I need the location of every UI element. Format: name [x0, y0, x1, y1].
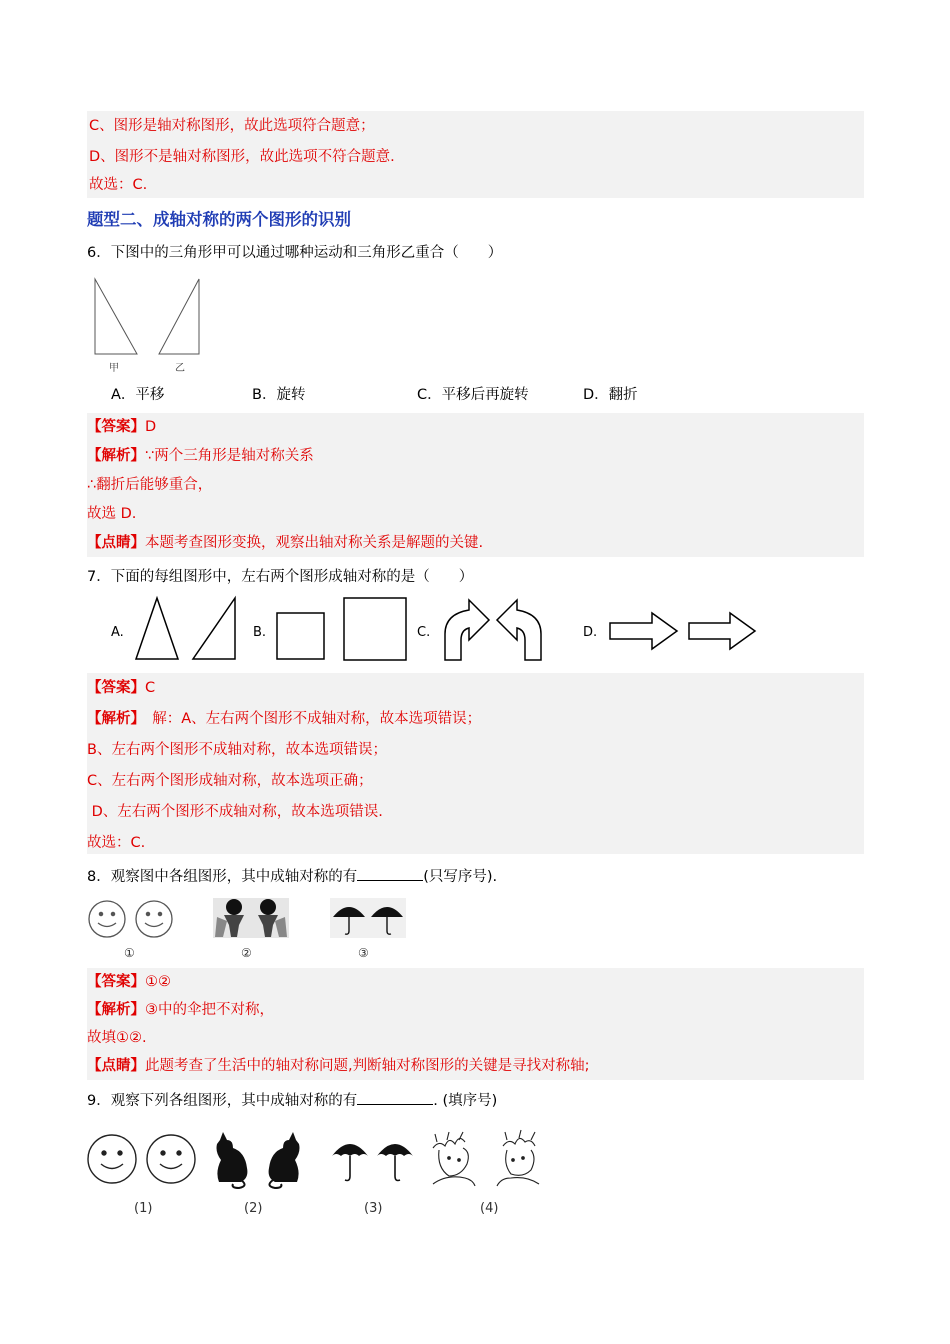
q9-label-2: (2) [244, 1201, 263, 1216]
solution-line: D、图形不是轴对称图形，故此选项不符合题意. [89, 149, 395, 165]
q9-label-3: (3) [364, 1201, 383, 1216]
solution-block-q8 [87, 968, 864, 1080]
q9-stem-text: 9．观察下列各组图形，其中成轴对称的有 [87, 1093, 358, 1109]
cat-pair-icon [217, 1132, 300, 1188]
small-square-shape [277, 613, 324, 659]
q7-option-d-label[interactable]: D. [583, 625, 598, 640]
person-pair-icon [213, 898, 289, 938]
q7-options-figure [87, 592, 767, 666]
q7-option-c-label[interactable]: C. [417, 625, 431, 640]
question-9-stem [87, 1086, 497, 1116]
solution-line: 故选：C. [87, 835, 146, 851]
analysis-text: ③中的伞把不对称， [145, 1002, 274, 1018]
q8-stem-suffix: (只写序号). [423, 869, 498, 885]
comment-tag: 【点睛】 [87, 1058, 145, 1074]
comment-text: 此题考查了生活中的轴对称问题,判断轴对称图形的关键是寻找对称轴; [145, 1058, 590, 1074]
curved-arrow-right-shape [445, 600, 489, 660]
q8-answer-blank[interactable] [357, 866, 423, 881]
solution-block-q5 [87, 111, 864, 198]
smiley-pair-icon [89, 901, 172, 937]
answer-line [87, 413, 864, 442]
answer-tag: 【答案】 [87, 680, 145, 696]
large-square-shape [344, 598, 406, 660]
option-a[interactable]: A．平移 [111, 387, 165, 403]
q8-label-1: ① [124, 946, 135, 960]
answer-value: ①② [145, 974, 171, 990]
hair-face-pair-icon [433, 1130, 539, 1186]
solution-line: C、图形是轴对称图形，故此选项符合题意； [89, 118, 375, 134]
comment-text: 本题考查图形变换，观察出轴对称关系是解题的关键. [145, 535, 484, 551]
tall-triangle-shape [136, 598, 178, 659]
q6-options [111, 380, 638, 410]
q9-label-4: (4) [480, 1201, 499, 1216]
solution-line: C、左右两个图形成轴对称，故本选项正确； [87, 773, 373, 789]
analysis-tag: 【解析】 [87, 448, 145, 464]
right-triangle-shape [193, 598, 235, 659]
answer-line [87, 968, 864, 996]
umbrella-pair-icon [330, 898, 406, 938]
answer-tag: 【答案】 [87, 419, 145, 435]
q8-figures [87, 895, 417, 965]
conclusion-line: 故填①②. [87, 1030, 147, 1046]
conclusion-line: 故选 D. [87, 506, 137, 522]
q7-option-a-label[interactable]: A. [111, 625, 124, 640]
comment-line [87, 1052, 864, 1080]
answer-value: C [145, 680, 156, 696]
block-arrow-shape-2 [689, 613, 755, 649]
solution-block-q6 [87, 413, 864, 557]
umbrella-pair-icon [332, 1144, 413, 1181]
q6-triangles-figure [87, 276, 217, 376]
block-arrow-shape-1 [610, 613, 677, 649]
option-c[interactable]: C．平移后再旋转 [417, 387, 529, 403]
comment-tag: 【点睛】 [87, 535, 145, 551]
q9-label-1: (1) [134, 1201, 153, 1216]
answer-line [87, 673, 864, 704]
solution-line: D、左右两个图形不成轴对称，故本选项错误. [87, 804, 383, 820]
label-jia: 甲 [109, 363, 119, 374]
analysis-line-2: ∴翻折后能够重合， [87, 477, 213, 493]
q8-stem-text: 8．观察图中各组图形，其中成轴对称的有 [87, 869, 358, 885]
triangle-yi [159, 279, 199, 354]
option-b[interactable]: B．旋转 [252, 387, 306, 403]
section-title: 题型二、成轴对称的两个图形的识别 [87, 210, 351, 229]
question-8-stem [87, 862, 497, 892]
question-6-stem: 6．下图中的三角形甲可以通过哪种运动和三角形乙重合（ ） [87, 245, 503, 261]
analysis-line [87, 442, 864, 471]
analysis-text: 解：A、左右两个图形不成轴对称，故本选项错误； [137, 711, 482, 727]
comment-line [87, 529, 864, 558]
solution-block-q7 [87, 673, 864, 854]
label-yi: 乙 [175, 363, 185, 374]
q9-answer-blank[interactable] [357, 1090, 433, 1105]
q9-figures [87, 1128, 557, 1224]
analysis-line [87, 704, 864, 735]
analysis-line [87, 996, 864, 1024]
solution-line: B、左右两个图形不成轴对称，故本选项错误； [87, 742, 387, 758]
analysis-tag: 【解析】 [87, 711, 138, 727]
question-7-stem: 7．下面的每组图形中，左右两个图形成轴对称的是（ ） [87, 569, 474, 585]
solution-line: 故选：C. [89, 177, 148, 193]
answer-value: D [145, 419, 157, 435]
curved-arrow-left-shape [497, 600, 541, 660]
q8-label-3: ③ [358, 946, 369, 960]
q7-option-b-label[interactable]: B. [253, 625, 267, 640]
answer-tag: 【答案】 [87, 974, 145, 990]
analysis-text: ∵两个三角形是轴对称关系 [145, 448, 314, 464]
analysis-tag: 【解析】 [87, 1002, 145, 1018]
triangle-jia [95, 279, 137, 354]
q8-label-2: ② [241, 946, 252, 960]
option-d[interactable]: D．翻折 [583, 387, 638, 403]
q9-stem-suffix: . (填序号) [433, 1093, 498, 1109]
smiley-pair-icon [88, 1135, 195, 1183]
